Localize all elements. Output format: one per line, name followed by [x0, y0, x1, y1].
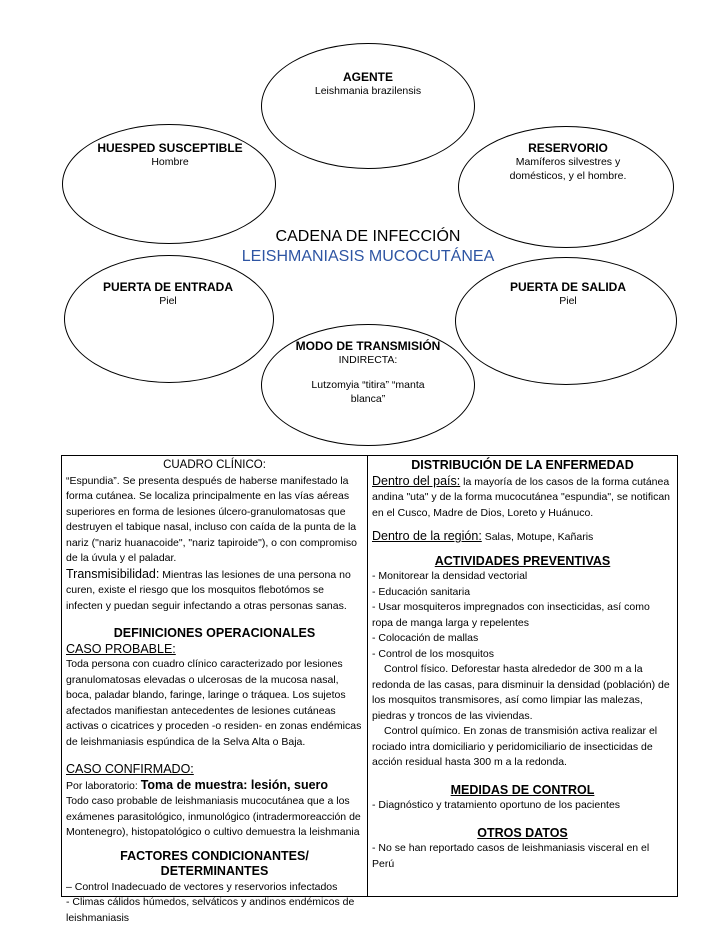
agente-label: AGENTE	[342, 70, 393, 84]
preventiva-4: - Colocación de mallas	[372, 632, 479, 644]
ellipse-entrada	[64, 255, 274, 383]
preventiva-5: - Control de los mosquitos	[372, 647, 494, 660]
reservorio-block	[468, 141, 668, 183]
salida-block	[466, 280, 670, 308]
salida-label: PUERTA DE SALIDA	[509, 280, 626, 294]
transmision-label: MODO DE TRANSMISIÓN	[295, 339, 441, 353]
laboratorio-label: Por laboratorio:	[66, 779, 141, 792]
preventiva-7: Control químico. En zonas de transmisión activa realizar el rociado intra domiciliario y peridomiciliario de insecticidas de acción residual hasta 300 m a la redonda.	[372, 725, 658, 768]
factor-1: – Control Inadecuado de vectores y reservorios infectados	[66, 880, 338, 893]
transmisibilidad-label: Transmisibilidad:	[66, 566, 160, 581]
ellipse-salida	[455, 257, 677, 385]
dentro-pais-label: Dentro del país:	[372, 473, 461, 488]
caso-confirmado-text: Todo caso probable de leishmaniasis mucocutánea que a los exámenes parasitológico, inmunológico (intradermoreacción de Montenegro), histopatológico o cultivo demuestra la leishmania	[66, 795, 361, 838]
preventiva-1: - Monitorear la densidad vectorial	[372, 570, 528, 582]
caso-probable-text: Toda persona con cuadro clínico caracterizado por lesiones granulomatosas elevadas o ulcerosas de la mucosa nasal, boca, paladar blando, faringe, laringe o tráquea. Los sujetos afectados manifiestan antecedentes de lesiones cutáneas activas o cicatrices y proceden -o residen- en zonas endémicas de leishmaniasis espúndica de la Selva Alta o Baja.	[66, 658, 362, 748]
center-title: CADENA DE INFECCIÓN	[275, 228, 461, 245]
actividades-preventivas-title: ACTIVIDADES PREVENTIVAS	[434, 553, 611, 568]
entrada-value: Piel	[159, 295, 177, 307]
center-subtitle: LEISHMANIASIS MUCOCUTÁNEA	[241, 248, 495, 265]
otros-datos-title: OTROS DATOS	[477, 825, 568, 840]
definiciones-title: DEFINICIONES OPERACIONALES	[113, 626, 316, 640]
preventiva-3: - Usar mosquiteros impregnados con insecticidas, así como ropa de manga larga y repelentes	[372, 601, 650, 629]
distribucion-title: DISTRIBUCIÓN DE LA ENFERMEDAD	[411, 458, 634, 472]
right-column	[368, 456, 677, 896]
laboratorio-bold: Toma de muestra: lesión, suero	[140, 777, 329, 792]
transmision-vector-1: Lutzomyia “titira” “manta	[311, 379, 425, 391]
cuadro-clinico-title: CUADRO CLÍNICO:	[163, 459, 266, 471]
left-column	[62, 456, 368, 924]
entrada-label: PUERTA DE ENTRADA	[102, 280, 233, 294]
agente-value: Leishmania brazilensis	[314, 85, 422, 97]
caso-confirmado-label: CASO CONFIRMADO:	[66, 762, 194, 776]
dentro-pais-paragraph	[372, 474, 673, 522]
huesped-value: Hombre	[151, 156, 189, 168]
agente-block	[261, 70, 475, 98]
entrada-block	[68, 280, 268, 308]
medida-1: - Diagnóstico y tratamiento oportuno de los pacientes	[372, 799, 621, 811]
reservorio-value-1: Mamíferos silvestres y	[515, 156, 621, 168]
transmisibilidad-paragraph	[66, 567, 363, 615]
transmision-vector-2: blanca”	[350, 393, 386, 405]
dentro-region-text: Salas, Motupe, Kañaris	[481, 531, 594, 543]
otros-datos-1: - No se han reportado casos de leishmaniasis visceral en el Perú	[372, 842, 650, 870]
dentro-region-label: Dentro de la región:	[372, 529, 482, 543]
preventiva-6: Control físico. Deforestar hasta alrededor de 300 m a la redonda de las casas, para disminuir la densidad (población) de los mosquitos transmisores, así como limpiar las malezas, piedras y troncos de las viviendas.	[372, 663, 670, 722]
preventiva-2: - Educación sanitaria	[372, 585, 471, 598]
factor-2: - Climas cálidos húmedos, selváticos y andinos endémicos de leishmaniasis	[66, 896, 355, 924]
reservorio-label: RESERVORIO	[528, 141, 608, 155]
laboratorio-line	[66, 778, 363, 795]
info-table	[61, 455, 678, 924]
dentro-pais-text: la mayoría de los casos de la forma cutánea andina "uta" y de la forma mucocutánea "espundia", se notifican en el Cusco, Madre de Dios, Loreto y Huánuco.	[372, 475, 671, 519]
huesped-label: HUESPED SUSCEPTIBLE	[97, 141, 243, 155]
ellipse-agente	[261, 43, 475, 169]
factores-title: FACTORES CONDICIONANTES/ DETERMINANTES	[120, 848, 309, 878]
transmision-type: INDIRECTA:	[338, 354, 398, 366]
dentro-region-paragraph	[372, 529, 673, 546]
transmision-block	[266, 339, 470, 406]
caso-probable-label: CASO PROBABLE:	[66, 641, 176, 656]
reservorio-value-2: domésticos, y el hombre.	[509, 170, 627, 182]
medidas-control-title: MEDIDAS DE CONTROL	[450, 782, 595, 797]
salida-value: Piel	[559, 295, 577, 307]
transmisibilidad-text: Mientras las lesiones de una persona no curen, existe el riesgo que los mosquitos flebotómos se infecten y puedan seguir infectando a otras personas sanas.	[66, 568, 351, 612]
cuadro-clinico-text: “Espundia”. Se presenta después de haberse manifestado la forma cutánea. Se localiza principalmente en las vías aéreas superiores en forma de lesiones úlcero-granulomatosas que destruyen el tabique nasal, incluso con caída de la punta de la nariz ("nariz huanacoide", "nariz tapiroide"), o con compromiso de la úvula y el paladar.	[66, 474, 357, 564]
huesped-block	[70, 141, 270, 169]
center-title-block	[230, 227, 506, 267]
